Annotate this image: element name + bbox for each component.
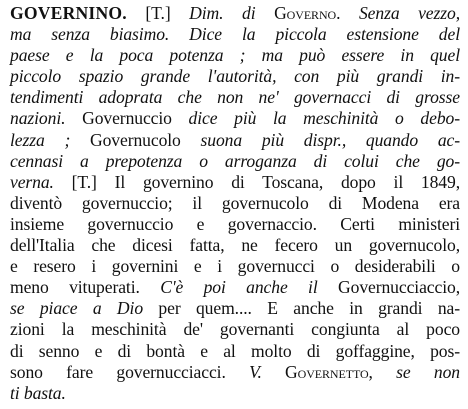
entry-text-segment: dice più la meschinità o debo- [188, 108, 460, 129]
entry-line [10, 3, 460, 24]
entry-text-segment: . [336, 3, 359, 23]
entry-text-segment: se piace a Dio [10, 298, 159, 319]
entry-text-segment: meno vituperati. [10, 277, 161, 298]
entry-line [10, 362, 460, 383]
entry-text-segment: Governo [274, 3, 337, 23]
entry-text-segment: verna. [10, 171, 54, 192]
entry-text-segment: Dim. di [189, 3, 275, 23]
entry-text-segment: ti basta. [10, 382, 66, 403]
entry-text-segment: piccolo spazio grande l'autorità, con più grandi in- [10, 66, 460, 87]
entry-line [10, 172, 460, 193]
entry-line [10, 24, 460, 45]
entry-text-segment: nazioni. [10, 108, 66, 129]
entry-text-segment: paese e la poca potenza ; ma può essere in quel [10, 45, 460, 66]
entry-line [10, 193, 460, 214]
entry-text-segment: ma senza biasimo. Dice la piccola estensione del [10, 24, 460, 45]
entry-text-segment: Governetto [285, 361, 369, 382]
entry-text-segment: Senza vezzo, [358, 3, 460, 23]
entry-text-segment: cennasi a prepotenza o arroganza di colui che go- [10, 150, 460, 171]
entry-line [10, 45, 460, 66]
entry-text-segment: per quem.... E anche in grandi na- [158, 298, 460, 319]
entry-text-segment: , [368, 361, 397, 382]
entry-line [10, 108, 460, 129]
entry-line [10, 319, 460, 340]
entry-text-segment: V. [249, 361, 286, 382]
entry-text-segment: insieme governuccio e governaccio. Certi ministeri [10, 213, 460, 234]
entry-text-segment: zioni la meschinità de' governanti congiunta al poco [10, 319, 460, 340]
entry-line [10, 214, 460, 235]
entry-text-segment: Governucciaccio, [338, 277, 460, 298]
entry-line [10, 66, 460, 87]
entry-line [10, 130, 460, 151]
entry-text-segment: C'è poi anche il [160, 277, 339, 298]
entry-line [10, 277, 460, 298]
entry-text-segment: di senno e di bontà e al molto di goffaggine, pos- [10, 340, 460, 361]
entry-line [10, 341, 460, 362]
entry-text-segment: [T.] Il governino di Toscana, dopo il 1849, [53, 171, 460, 192]
entry-text-segment: suona più dispr., quando ac- [200, 129, 461, 150]
entry-text-segment: tendimenti adoprata che non ne' governacci di grosse [10, 87, 460, 108]
entry-line [10, 235, 460, 256]
entry-line [10, 383, 460, 404]
entry-text-segment: e resero i governini e i governucci o desiderabili o [10, 256, 460, 277]
entry-text-segment: Governucolo [90, 129, 201, 150]
entry-line [10, 298, 460, 319]
entry-text-segment: [T.] [126, 3, 190, 23]
entry-text-segment: diventò governuccio; il governucolo di Modena era [10, 192, 460, 213]
entry-line [10, 151, 460, 172]
entry-text-segment: sono fare governucciacci. [10, 361, 250, 382]
entry-text-segment: lezza ; [10, 129, 90, 150]
entry-body [10, 3, 460, 404]
entry-text-segment: se non [396, 361, 460, 382]
entry-text-segment: Governuccio [65, 108, 189, 129]
entry-line [10, 87, 460, 108]
entry-line [10, 256, 460, 277]
entry-text-segment: dell'Italia che dicesi fatta, ne fecero un governucolo, [10, 235, 460, 256]
headword: GOVERNINO. [10, 3, 127, 23]
